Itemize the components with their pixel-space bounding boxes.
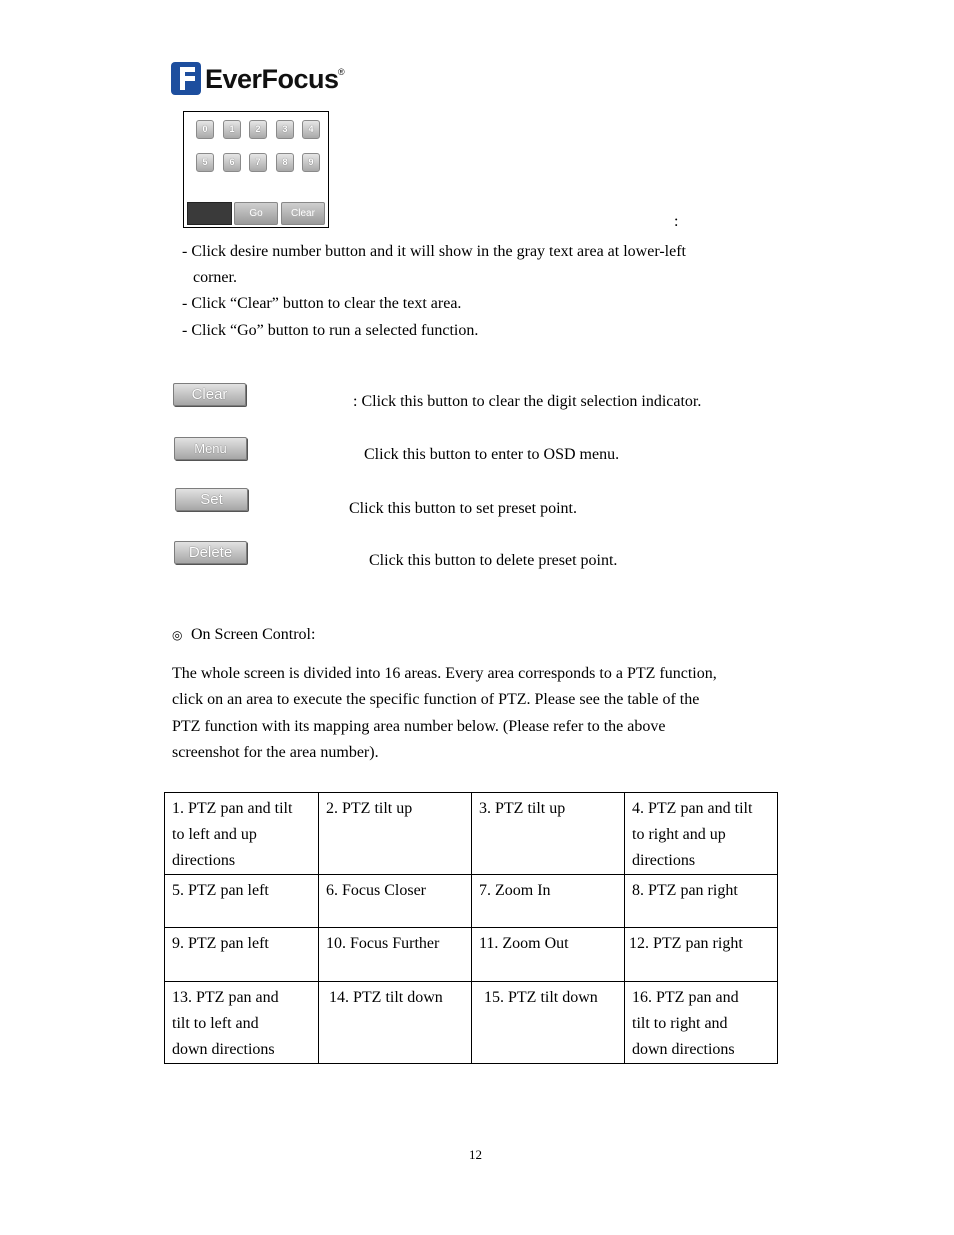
- keypad-key-8[interactable]: 8: [276, 153, 294, 172]
- table-cell: 2. PTZ tilt up: [319, 793, 472, 875]
- instruction-line-3: - Click “Go” button to run a selected function.: [182, 322, 479, 339]
- keypad-key-9[interactable]: 9: [302, 153, 320, 172]
- everfocus-logo-icon: [171, 62, 201, 95]
- table-row: [165, 793, 778, 875]
- table-cell: 15. PTZ tilt down: [472, 982, 625, 1064]
- keypad-key-3[interactable]: 3: [276, 120, 294, 139]
- ptz-area-table: [164, 792, 778, 1064]
- keypad-key-6[interactable]: 6: [223, 153, 241, 172]
- keypad-digit-display: [187, 202, 232, 225]
- bullet-icon: ◎: [172, 628, 183, 642]
- paragraph-line-3: PTZ function with its mapping area number below. (Please refer to the above: [172, 718, 666, 735]
- table-cell: 12. PTZ pan right: [625, 928, 778, 982]
- table-cell: 6. Focus Closer: [319, 875, 472, 928]
- clear-button[interactable]: Clear: [173, 383, 246, 406]
- table-cell: 14. PTZ tilt down: [319, 982, 472, 1064]
- delete-button-description: Click this button to delete preset point.: [369, 552, 618, 569]
- instruction-line-1-cont: corner.: [193, 269, 237, 286]
- table-cell: 16. PTZ pan and tilt to right and down directions: [625, 982, 778, 1064]
- instruction-line-1: - Click desire number button and it will show in the gray text area at lower-left: [182, 243, 686, 260]
- logo-brand-text: EverFocus: [205, 64, 339, 94]
- digit-keypad-panel: [183, 111, 329, 228]
- paragraph-line-4: screenshot for the area number).: [172, 744, 379, 761]
- set-button-description: Click this button to set preset point.: [349, 500, 577, 517]
- page-number: 12: [469, 1147, 482, 1162]
- clear-button-description: : Click this button to clear the digit selection indicator.: [353, 393, 702, 410]
- keypad-go-button[interactable]: Go: [234, 202, 278, 225]
- keypad-key-1[interactable]: 1: [223, 120, 241, 139]
- delete-button[interactable]: Delete: [174, 541, 247, 564]
- table-row: [165, 982, 778, 1064]
- table-cell: 11. Zoom Out: [472, 928, 625, 982]
- keypad-key-4[interactable]: 4: [302, 120, 320, 139]
- table-row: [165, 928, 778, 982]
- keypad-key-7[interactable]: 7: [249, 153, 267, 172]
- keypad-caption-colon: :: [674, 213, 679, 230]
- keypad-key-2[interactable]: 2: [249, 120, 267, 139]
- everfocus-logo: [171, 61, 351, 97]
- table-cell: 1. PTZ pan and tilt to left and up directions: [165, 793, 319, 875]
- logo-registered-mark: ®: [338, 67, 345, 77]
- table-cell: 7. Zoom In: [472, 875, 625, 928]
- section-heading: On Screen Control:: [191, 626, 316, 643]
- table-cell: 8. PTZ pan right: [625, 875, 778, 928]
- table-cell: 4. PTZ pan and tilt to right and up directions: [625, 793, 778, 875]
- table-cell: 13. PTZ pan and tilt to left and down directions: [165, 982, 319, 1064]
- paragraph-line-2: click on an area to execute the specific function of PTZ. Please see the table of the: [172, 691, 700, 708]
- set-button[interactable]: Set: [175, 488, 248, 511]
- menu-button-description: Click this button to enter to OSD menu.: [364, 446, 620, 463]
- table-cell: 9. PTZ pan left: [165, 928, 319, 982]
- table-cell: 3. PTZ tilt up: [472, 793, 625, 875]
- menu-button[interactable]: Menu: [174, 437, 247, 460]
- table-row: [165, 875, 778, 928]
- keypad-key-0[interactable]: 0: [196, 120, 214, 139]
- paragraph-line-1: The whole screen is divided into 16 areas. Every area corresponds to a PTZ function,: [172, 665, 717, 682]
- table-cell: 10. Focus Further: [319, 928, 472, 982]
- keypad-key-5[interactable]: 5: [196, 153, 214, 172]
- keypad-clear-button[interactable]: Clear: [281, 202, 325, 225]
- instruction-line-2: - Click “Clear” button to clear the text area.: [182, 295, 462, 312]
- table-cell: 5. PTZ pan left: [165, 875, 319, 928]
